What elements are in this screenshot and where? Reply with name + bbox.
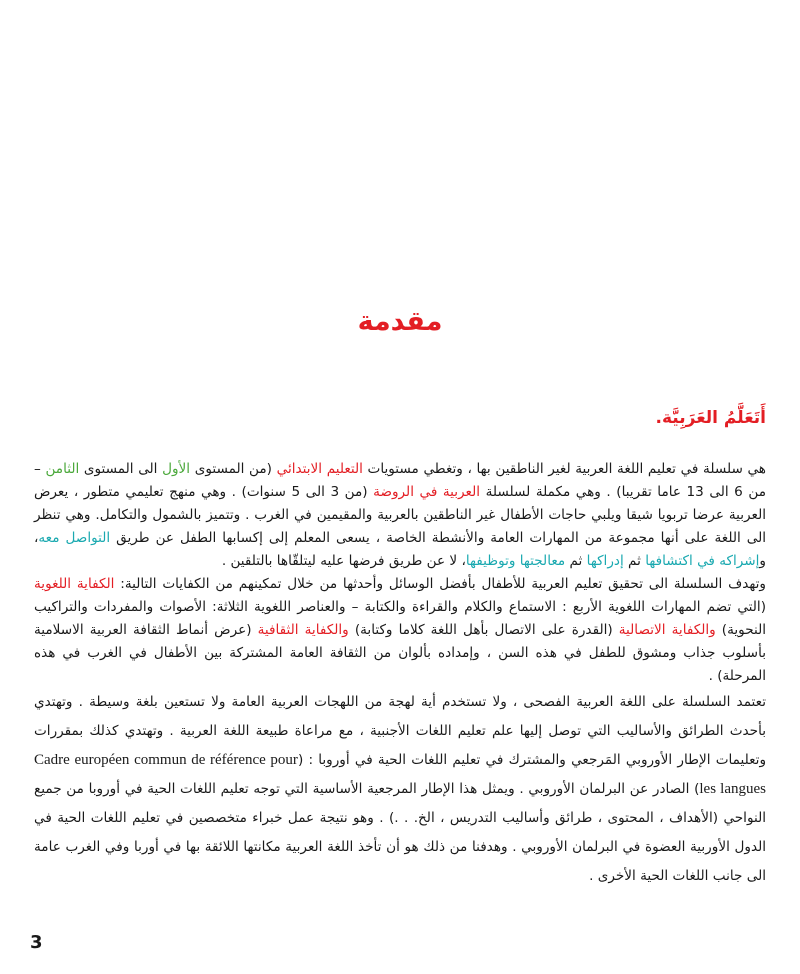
highlight-kindergarten-series: العربية في الروضة bbox=[373, 484, 481, 500]
paragraph-methodology: تعتمد السلسلة على اللغة العربية الفصحى ، ولا تستخدم أية لهجة من اللهجات العربية العامة ولا تستعين بلغة وسيطة . وتهتدي بأحدث الطرائق والأساليب التي توصل إليها علم تعليم اللغات الأجنبية ، مع مراعاة طبيعة اللغة العربية . وتهتدي كذلك بمقررات وتعليمات الإطار الأوروبي المَرجعي والمشترك في تعليم اللغات الحية في أوروبا : (Cadre européen commun de référence pour les langues) الصادر عن البرلمان الأوروبي . ويمثل هذا الإطار المرجعية الأساسية التي توجه تعليم اللغات الحية في أوروبا من جميع النواحي (الأهداف ، المحتوى ، طرائق وأساليب التدريس ، الخ. . .) . وهو نتيجة عمل خبراء متخصصين في تعليم اللغات الحية في الدول الأوربية العضوة في البرلمان الأوروبي . وهدفنا من ذلك هو أن تأخذ اللغة العربية مكانتها اللائقة بها في أوربا وفي الغرب عامة الى جانب اللغات الحية الأخرى . bbox=[34, 694, 767, 884]
book-series-title: أَتَعَلَّمُ العَرَبِيَّة. bbox=[655, 408, 766, 428]
highlight-linguistic-competence: الكفاية اللغوية bbox=[34, 576, 115, 592]
highlight-primary-education: التعليم الابتدائي bbox=[276, 461, 363, 477]
highlight-discovery: إشراكه في اكتشافها bbox=[645, 553, 760, 569]
highlight-processing: معالجتها وتوظيفها bbox=[465, 553, 566, 569]
page-title: مقدمة bbox=[357, 306, 443, 337]
cefr-french-name: Cadre européen commun de référence pour les langues bbox=[34, 752, 767, 797]
page-number: 3 bbox=[30, 932, 43, 953]
paragraph-series-overview: هي سلسلة في تعليم اللغة العربية لغير الناطقين بها ، وتغطي مستويات التعليم الابتدائي (من المستوى الأول الى المستوى الثامن – من 6 الى 13 عاما تقريبا) . وهي مكملة لسلسلة العربية في الروضة (من 3 الى 5 سنوات) . وهي منهج تعليمي متطور ، يعرض العربية عرضا تربويا شيقا ويلبي حاجات الأطفال غير الناطقين بالعربية والمقيمين في الغرب . وتتميز بالشمول والتكامل. وهي تنظر الى اللغة على أنها مجموعة من المهارات العامة والأنشطة الخاصة ، يسعى المعلم إلى إكسابها الطفل عن طريق التواصل معه، وإشراكه في اكتشافها ثم إدراكها ثم معالجتها وتوظيفها، لا عن طريق فرضها عليه ليتلقّاها بالتلقين . bbox=[34, 461, 766, 569]
highlight-communication: التواصل معه bbox=[38, 530, 111, 546]
highlight-perception: إدراكها bbox=[586, 553, 624, 569]
paragraph-competencies: وتهدف السلسلة الى تحقيق تعليم العربية للأطفال بأفضل الوسائل وأحدثها من خلال تمكينهم من الكفايات التالية: الكفاية اللغوية (التي تضم المهارات اللغوية الأربع : الاستماع والكلام والقراءة والكتابة – والعناصر اللغوية الثلاثة: الأصوات والمفردات والتراكيب النحوية) والكفاية الاتصالية (القدرة على الاتصال بأهل اللغة كلاما وكتابة) والكفاية الثقافية (عرض أنماط الثقافة العربية الاسلامية بأسلوب جذاب ومشوق للطفل في هذه السن ، وإمداده بألوان من الثقافة العامة المشتركة بين الأطفال في الغرب في هذه المرحلة) . bbox=[34, 576, 767, 684]
highlight-level-first: الأول bbox=[162, 461, 191, 477]
highlight-cultural-competence: والكفاية الثقافية bbox=[257, 622, 349, 638]
highlight-level-eighth: الثامن bbox=[45, 461, 80, 477]
introduction-body bbox=[34, 458, 766, 891]
highlight-communicative-competence: والكفاية الاتصالية bbox=[618, 622, 716, 638]
